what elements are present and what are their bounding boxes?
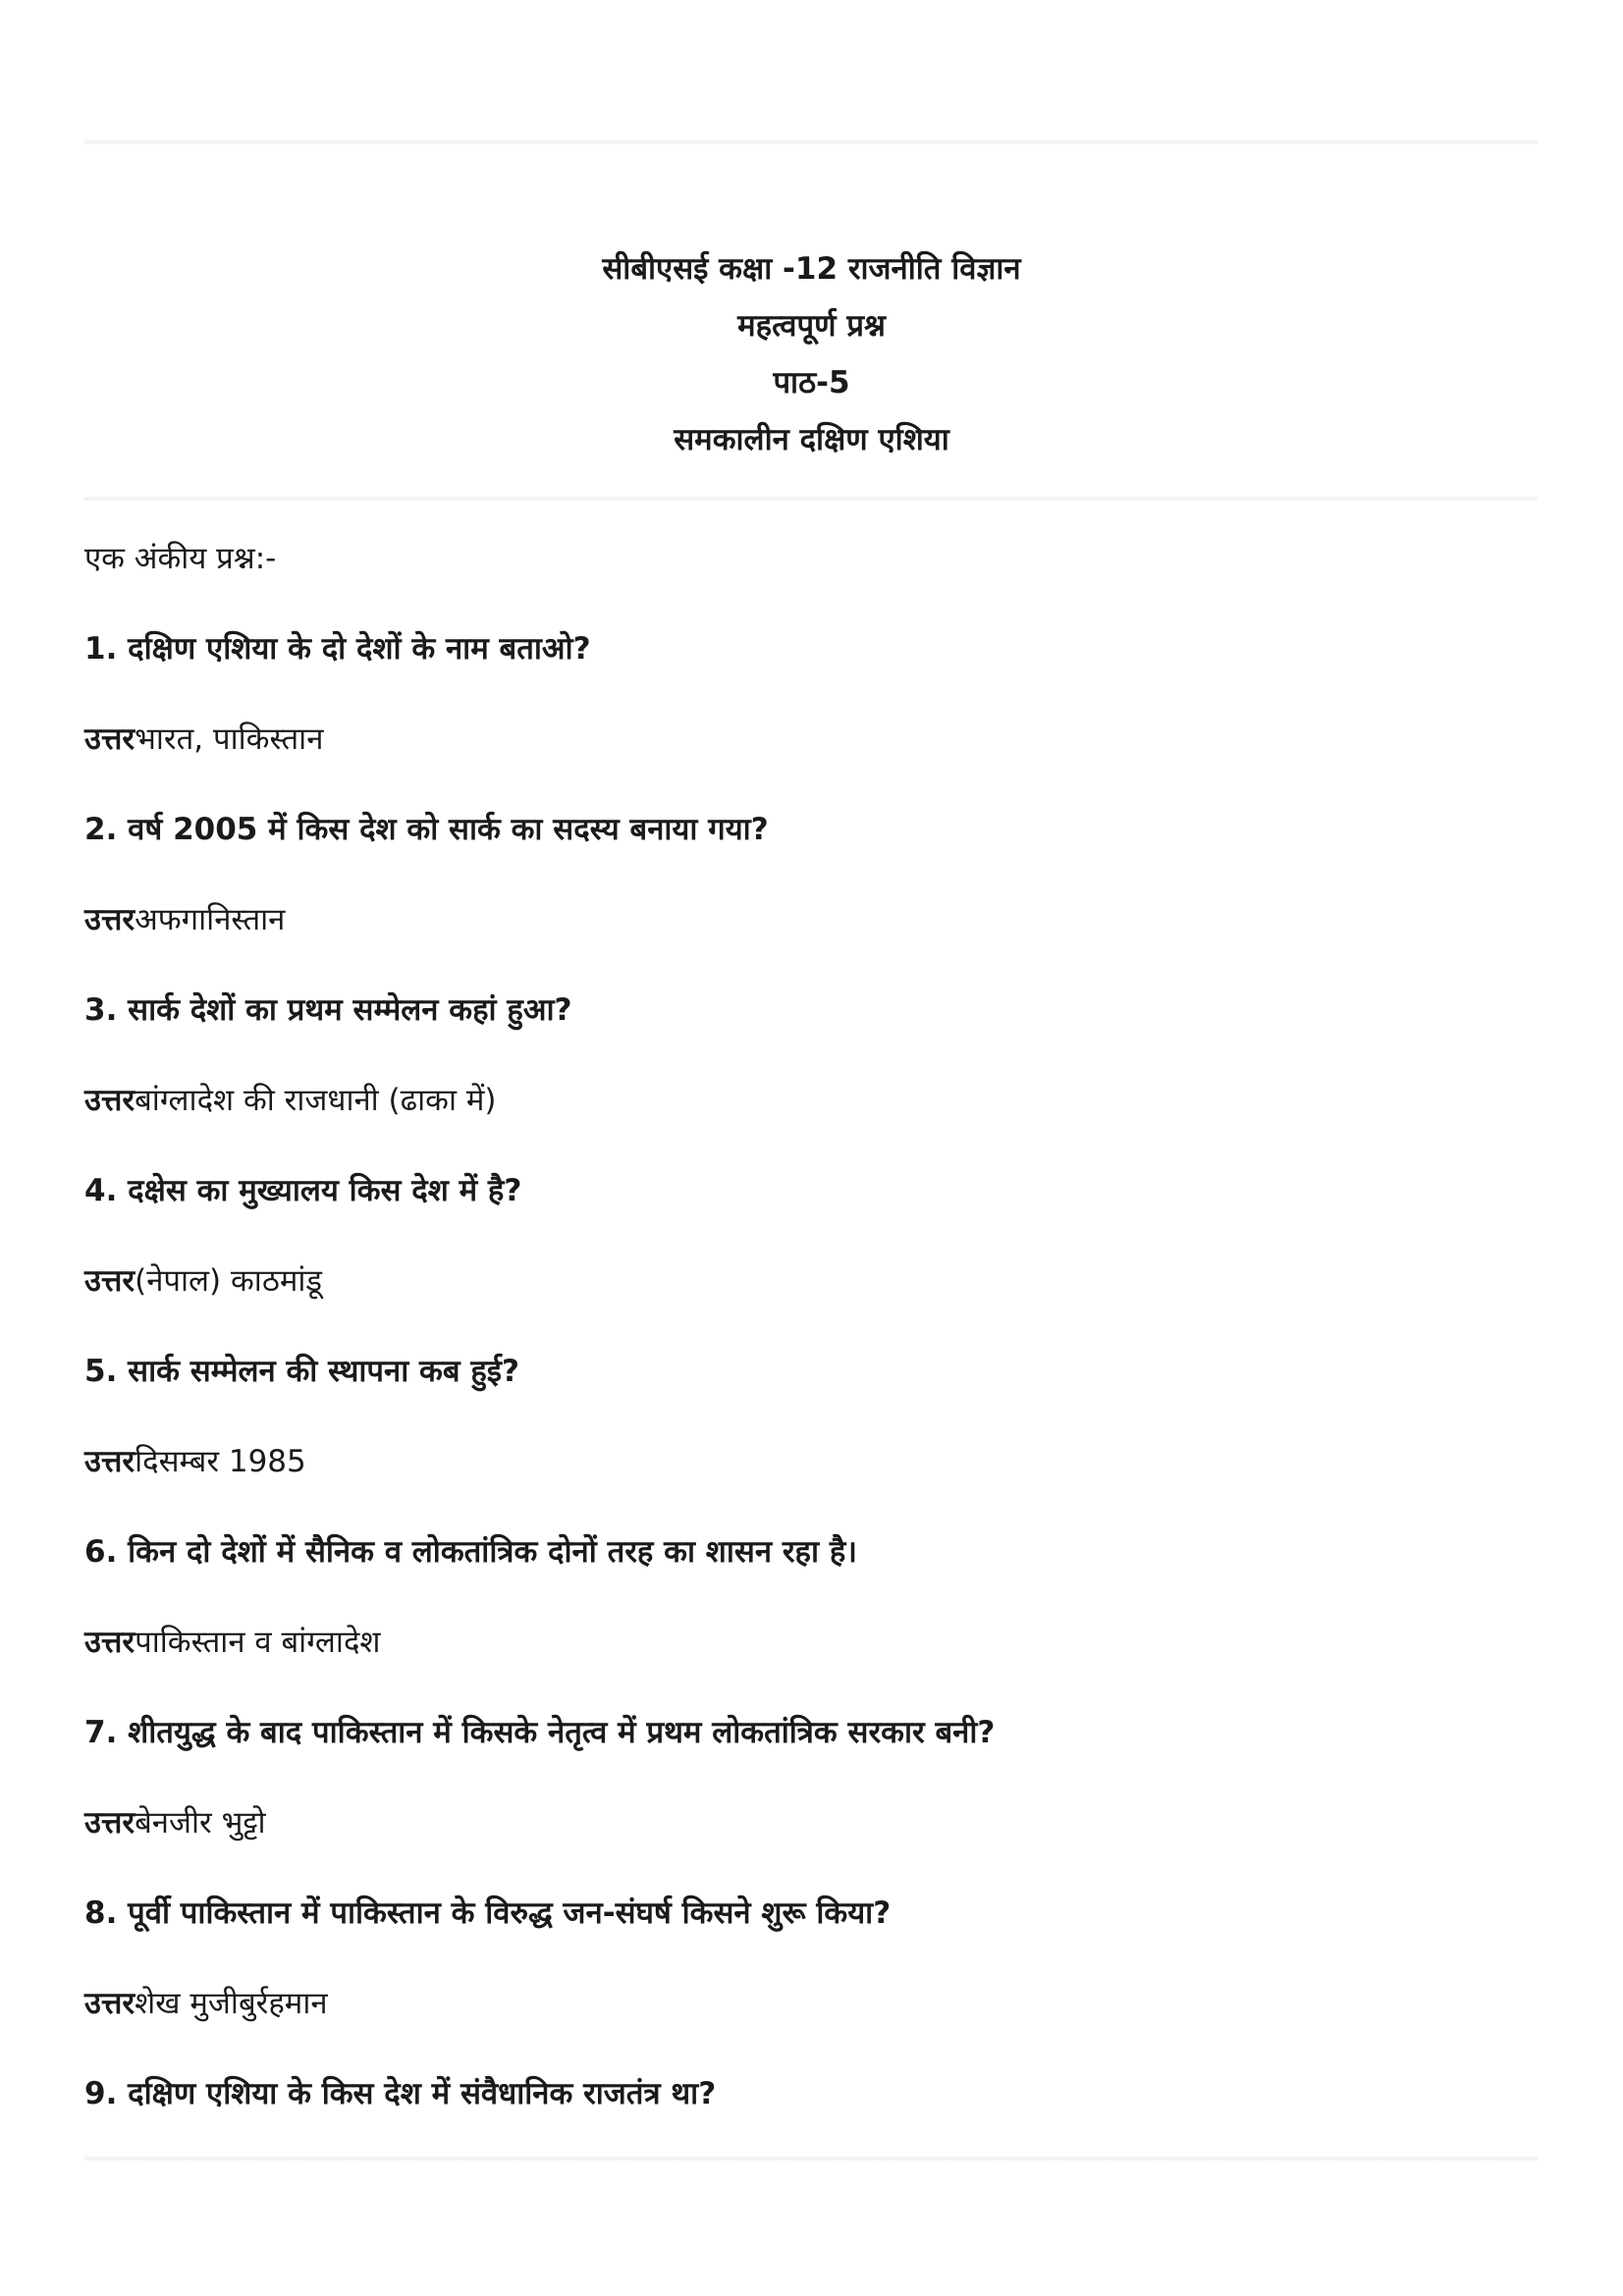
qa-item xyxy=(84,1712,1538,1893)
question-list xyxy=(84,538,1538,2254)
answer-text: भारत, पाकिस्तान xyxy=(135,721,324,757)
answer xyxy=(84,1441,1538,1531)
answer-text: बांग्लादेश की राजधानी (ढाका में) xyxy=(135,1083,497,1118)
qa-item xyxy=(84,809,1538,989)
section-heading: एक अंकीय प्रश्न:- xyxy=(84,541,277,576)
qa-item xyxy=(84,1351,1538,1531)
answer-label: उत्तर xyxy=(84,1263,135,1299)
qa-item xyxy=(84,2073,1538,2254)
header-divider xyxy=(84,496,1538,502)
answer xyxy=(84,899,1538,989)
document-header xyxy=(0,240,1623,468)
question: 9. दक्षिण एशिया के किस देश में संवैधानिक राजतंत्र था? xyxy=(84,2076,717,2111)
answer xyxy=(84,719,1538,809)
answer-label: उत्तर xyxy=(84,1444,135,1479)
answer-text: दिसम्बर 1985 xyxy=(135,1444,306,1479)
header-chapter-title: समकालीन दक्षिण एशिया xyxy=(674,422,949,457)
answer-label: उत्तर xyxy=(84,1805,135,1841)
question: 4. दक्षेस का मुख्यालय किस देश में है? xyxy=(84,1173,522,1208)
answer-text: अफगानिस्तान xyxy=(135,902,286,937)
answer xyxy=(84,1622,1538,1712)
qa-item xyxy=(84,1893,1538,2073)
question: 7. शीतयुद्ध के बाद पाकिस्तान में किसके नेतृत्व में प्रथम लोकतांत्रिक सरकार बनी? xyxy=(84,1715,996,1750)
answer-text: शेख मुजीबुर्रहमान xyxy=(135,1986,328,2021)
answer-label: उत्तर xyxy=(84,902,135,937)
answer-label: उत्तर xyxy=(84,1986,135,2021)
bottom-divider xyxy=(84,2156,1538,2162)
answer-label: उत्तर xyxy=(84,721,135,757)
answer xyxy=(84,1080,1538,1170)
question: 2. वर्ष 2005 में किस देश को सार्क का सदस्य बनाया गया? xyxy=(84,812,769,847)
header-subtitle: महत्वपूर्ण प्रश्न xyxy=(737,308,886,344)
question: 1. दक्षिण एशिया के दो देशों के नाम बताओ? xyxy=(84,631,591,667)
header-chapter: पाठ-5 xyxy=(773,365,850,400)
qa-item xyxy=(84,1531,1538,1712)
question: 5. सार्क सम्मेलन की स्थापना कब हुई? xyxy=(84,1354,520,1389)
top-divider xyxy=(84,139,1538,145)
question: 3. सार्क देशों का प्रथम सम्मेलन कहां हुआ? xyxy=(84,992,572,1028)
answer xyxy=(84,1802,1538,1893)
answer-label: उत्तर xyxy=(84,1083,135,1118)
qa-item xyxy=(84,1170,1538,1351)
answer-text: बेनजीर भुट्टो xyxy=(135,1805,266,1841)
qa-item xyxy=(84,989,1538,1170)
qa-item xyxy=(84,628,1538,809)
question: 6. किन दो देशों में सैनिक व लोकतांत्रिक दोनों तरह का शासन रहा है। xyxy=(84,1534,858,1570)
question: 8. पूर्वी पाकिस्तान में पाकिस्तान के विरुद्ध जन-संघर्ष किसने शुरू किया? xyxy=(84,1896,892,1931)
answer xyxy=(84,1260,1538,1351)
answer-label: उत्तर xyxy=(84,1625,135,1660)
header-title: सीबीएसई कक्षा -12 राजनीति विज्ञान xyxy=(602,251,1021,287)
answer-text: पाकिस्तान व बांग्लादेश xyxy=(135,1625,381,1660)
answer-text: (नेपाल) काठमांडू xyxy=(135,1263,322,1299)
answer xyxy=(84,1983,1538,2073)
